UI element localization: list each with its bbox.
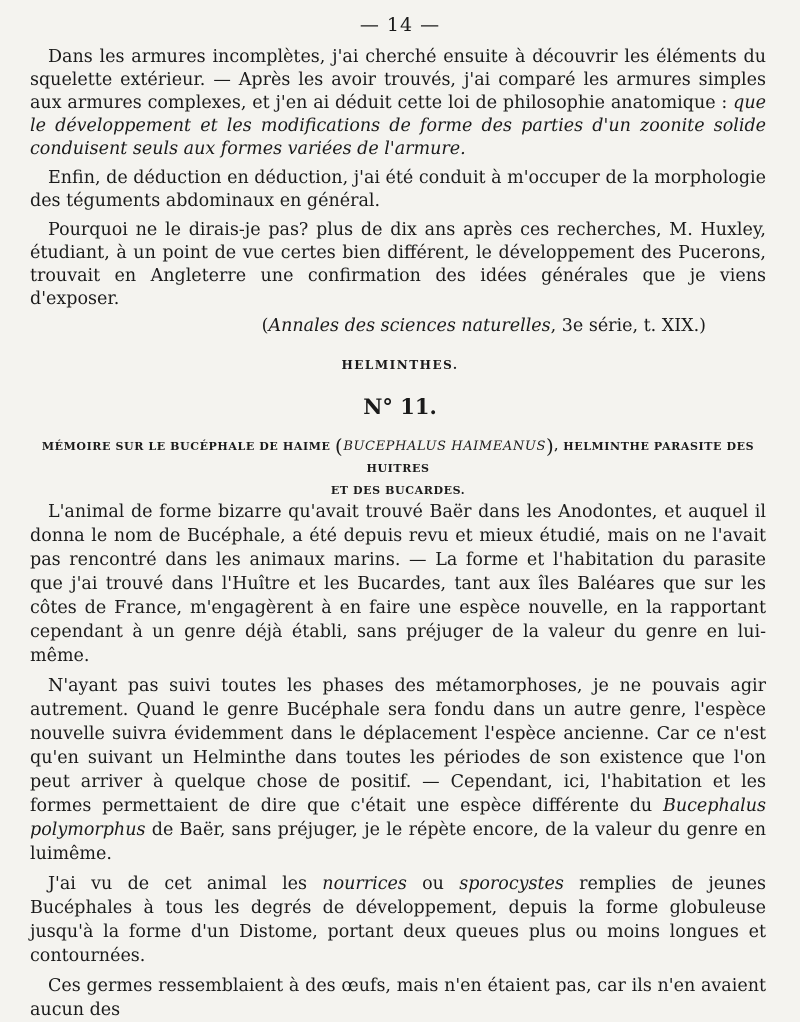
memoir-title-part-1: MÉMOIRE SUR LE BUCÉPHALE DE HAIME <box>41 440 331 453</box>
intro-section <box>30 46 766 338</box>
memoir-title-part-3: ET DES BUCARDES. <box>330 484 466 497</box>
memoir-title-part-2: , HELMINTHE PARASITE DES HUITRES <box>366 440 755 475</box>
memoir-title <box>30 435 766 502</box>
section-title: HELMINTHES. <box>341 358 459 372</box>
body-paragraph-3-end: remplies de jeunes Bucéphales à tous les degrés de développement, depuis la forme globuleuse jusqu'à la forme d'un Distome, portant deux queues plus ou moins longues et contournées. <box>30 874 766 966</box>
memoir-body <box>30 500 766 1022</box>
memoir-title-species: BUCEPHALUS HAIMEANUS <box>343 439 546 454</box>
body-paragraph-2-end: de Baër, sans préjuger, je le répète encore, de la valeur du genre en luimême. <box>30 820 766 864</box>
body-paragraph-3-nourrices: nourrices <box>322 874 407 894</box>
body-paragraph-2 <box>30 674 766 866</box>
intro-paragraph-2: Enfin, de déduction en déduction, j'ai été conduit à m'occuper de la morphologie des téguments abdominaux en général. <box>30 168 766 211</box>
intro-paragraph-1 <box>30 46 766 161</box>
intro-paragraph-3: Pourquoi ne le dirais-je pas? plus de dix ans après ces recherches, M. Huxley, étudiant, à un point de vue certes bien différent, le développement des Pucerons, trouvait en Angleterre une confirmation des idées générales que je viens d'exposer. <box>30 220 766 309</box>
citation-open: ( <box>261 316 269 336</box>
body-paragraph-4: Ces germes ressemblaient à des œufs, mais n'en étaient pas, car ils n'en avaient aucun des <box>30 976 766 1020</box>
body-paragraph-3-ou: ou <box>406 874 460 894</box>
body-paragraph-3 <box>30 872 766 968</box>
citation <box>30 315 766 338</box>
paren-close: ) <box>545 434 555 458</box>
body-paragraph-2-species: Bucephalus polymorphus <box>30 796 766 840</box>
paren-open: ( <box>334 434 344 458</box>
body-paragraph-1: L'animal de forme bizarre qu'avait trouvé Baër dans les Anodontes, et auquel il donna le nom de Bucéphale, a été depuis revu et mieux étudié, mais on ne l'avait pas rencontré dans les animaux marins. — La forme et l'habitation du parasite que j'ai trouvé dans l'Huître et les Bucardes, tant aux îles Baléares que sur les côtes de France, m'engagèrent à en faire une espèce nouvelle, en la rapportant cependant à un genre déjà établi, sans préjuger de la valeur du genre en lui-même. <box>30 502 766 666</box>
page-number: — 14 — <box>359 14 441 36</box>
memoir-number: N° 11. <box>363 394 437 419</box>
body-paragraph-3-text: J'ai vu de cet animal les <box>48 874 323 894</box>
citation-rest: , 3e série, t. XIX.) <box>550 316 706 336</box>
intro-paragraph-1-text: Dans les armures incomplètes, j'ai cherché ensuite à découvrir les éléments du squelette extérieur. — Après les avoir trouvés, j'ai comparé les armures simples aux armures complexes, et j'en ai déduit cette loi de philosophie anatomique : <box>30 47 766 113</box>
citation-journal: Annales des sciences naturelles <box>268 316 551 336</box>
intro-paragraph-1-italic: que le développement et les modifications de forme des parties d'un zoonite solide conduisent seuls aux formes variées de l'armure. <box>30 93 766 159</box>
body-paragraph-3-sporocystes: sporocystes <box>459 874 564 894</box>
body-paragraph-2-text: N'ayant pas suivi toutes les phases des métamorphoses, je ne pouvais agir autrement. Quand le genre Bucéphale sera fondu dans un autre genre, l'espèce nouvelle suivra évidemment dans le déplacement l'espèce ancienne. Car ce n'est qu'en suivant un Helminthe dans toutes les périodes de son existence que l'on peut arriver à quelque chose de positif. — Cependant, ici, l'habitation et les formes permettaient de dire que c'était une espèce différente du <box>30 676 766 816</box>
